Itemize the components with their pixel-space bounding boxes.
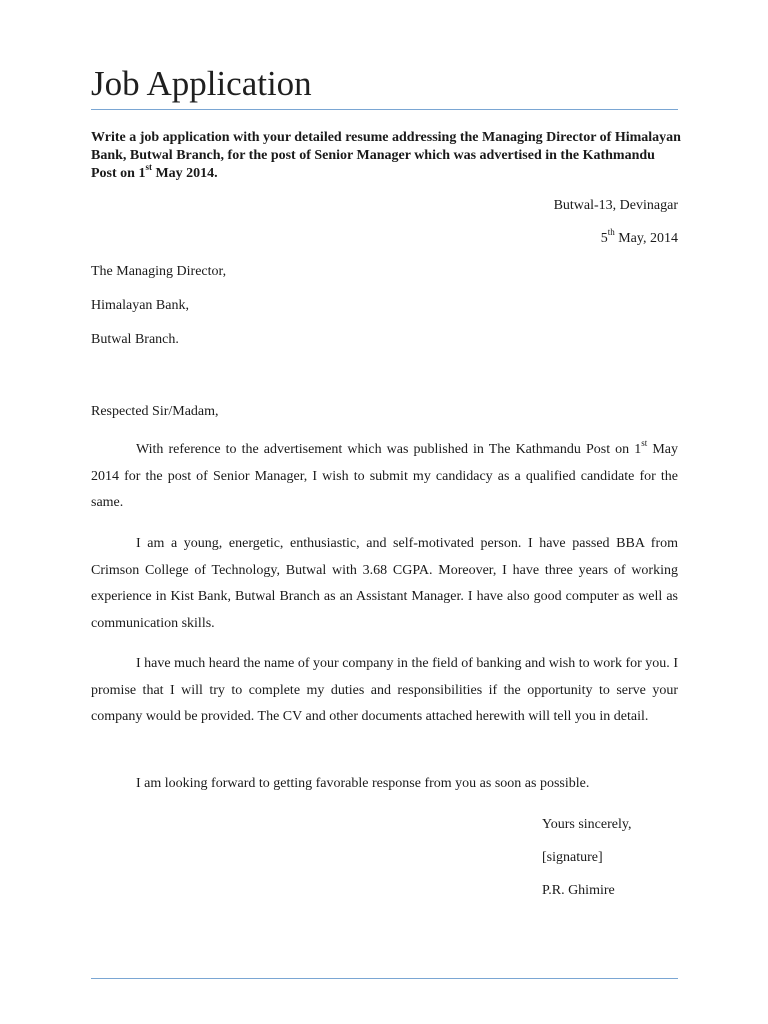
paragraph-1-text: With reference to the advertisement which was published in The Kathmandu Post on 1 xyxy=(136,442,642,457)
assignment-prompt xyxy=(91,129,681,183)
signature-placeholder: [signature] xyxy=(542,850,603,865)
body-paragraph-2: I am a young, energetic, enthusiastic, and self-motivated person. I have passed BBA from Crimson College of Technology, Butwal with 3.68 CGPA. Moreover, I have three years of working experience in Kist Bank, Butwal Branch as an Assistant Manager. I have also good computer as well as communication skills. xyxy=(91,536,678,632)
prompt-text-end: May 2014. xyxy=(151,166,218,181)
body-paragraph-1 xyxy=(91,437,678,517)
title-divider xyxy=(91,109,678,110)
recipient-line-1: The Managing Director, xyxy=(91,264,227,279)
sender-address: Butwal-13, Devinagar xyxy=(553,198,678,213)
paragraph-1-text-end: May 2014 for the post of Senior Manager, I wish to submit my candidacy as a qualified candidate for the same. xyxy=(91,442,679,511)
valediction: Yours sincerely, xyxy=(542,817,632,832)
body-paragraph-4: I am looking forward to getting favorable response from you as soon as possible. xyxy=(136,776,590,791)
sender-name: P.R. Ghimire xyxy=(542,883,615,898)
page-title: Job Application xyxy=(91,64,312,103)
prompt-superscript: st xyxy=(145,162,152,173)
paragraph-1-superscript: st xyxy=(641,438,648,449)
date-day: 5 xyxy=(600,231,608,246)
footer-divider xyxy=(91,978,678,979)
recipient-line-2: Himalayan Bank, xyxy=(91,298,189,313)
body-paragraph-3: I have much heard the name of your company in the field of banking and wish to work for you. I promise that I will try to complete my duties and responsibilities if the opportunity to serve your company would be provided. The CV and other documents attached herewith will tell you in detail. xyxy=(91,656,678,725)
letter-date xyxy=(600,227,678,248)
recipient-line-3: Butwal Branch. xyxy=(91,332,179,347)
date-rest: May, 2014 xyxy=(614,231,678,246)
prompt-text: Write a job application with your detailed resume addressing the Managing Director of Himalayan Bank, Butwal Branch, for the post of Senior Manager which was advertised in the Kathmandu Post on 1 xyxy=(91,130,681,181)
date-superscript: th xyxy=(607,227,615,238)
salutation: Respected Sir/Madam, xyxy=(91,404,219,419)
